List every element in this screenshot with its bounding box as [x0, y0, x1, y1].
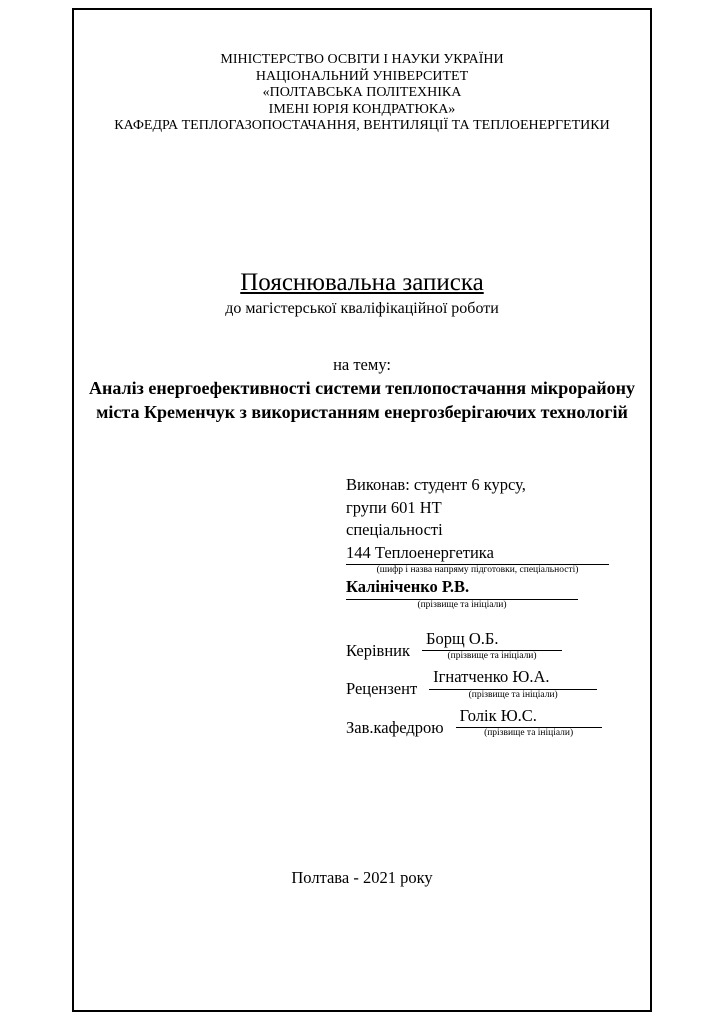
signature-role: Керівник — [346, 640, 411, 660]
page-border-frame — [72, 8, 652, 1012]
document-subtitle: до магістерської кваліфікаційної роботи — [225, 300, 499, 317]
signature-supervisor — [346, 628, 636, 663]
city-year-footer: Полтава - 2021 року — [291, 868, 433, 887]
specialty-value — [346, 542, 609, 566]
topic-title-line1: Аналіз енергоефективності системи теплопостачання мікрорайону — [89, 378, 635, 398]
executor-line-student: Виконав: студент 6 курсу, — [346, 475, 526, 494]
signature-name: Борщ О.Б. — [422, 628, 562, 652]
signature-reviewer — [346, 666, 636, 701]
signature-role: Рецензент — [346, 679, 418, 698]
signature-caption: (прізвище та ініціали) — [468, 689, 558, 700]
topic-label: на тему: — [333, 355, 391, 374]
header-line-university: НАЦІОНАЛЬНИЙ УНІВЕРСИТЕТ — [255, 68, 469, 84]
executor-block — [346, 474, 636, 743]
header-line-department: КАФЕДРА ТЕПЛОГАЗОПОСТАЧАННЯ, ВЕНТИЛЯЦІЇ ТА ТЕПЛОЕНЕРГЕТИКИ — [114, 118, 610, 133]
specialty-text: 144 Теплоенергетика — [346, 542, 494, 562]
executor-name — [346, 576, 578, 600]
signatures-block — [346, 628, 636, 740]
signature-role: Зав.кафедрою — [346, 717, 444, 737]
executor-line-specialty-label: спеціальності — [346, 520, 443, 539]
institution-header — [74, 52, 650, 135]
document-title: Пояснювальна записка — [240, 269, 484, 296]
header-line-politech: «ПОЛТАВСЬКА ПОЛІТЕХНІКА — [262, 85, 462, 100]
header-line-ministry: МІНІСТЕРСТВО ОСВІТИ І НАУКИ УКРАЇНИ — [220, 52, 504, 67]
signature-caption: (прізвище та ініціали) — [447, 651, 537, 661]
signature-row — [346, 666, 636, 701]
topic-title-line2: міста Кременчук з використанням енергозберігаючих технологій — [96, 402, 628, 422]
signature-row — [346, 628, 636, 663]
signature-name: Голік Ю.С. — [456, 705, 602, 729]
signature-caption: (прізвище та ініціали) — [484, 728, 574, 738]
executor-name-text: Калініченко Р.В. — [346, 577, 470, 596]
signature-name: Ігнатченко Ю.А. — [429, 666, 597, 690]
header-line-kondratyuk: ІМЕНІ ЮРІЯ КОНДРАТЮКА» — [268, 101, 456, 117]
topic-block — [74, 354, 650, 424]
title-block — [74, 268, 650, 319]
executor-line-group: групи 601 НТ — [346, 497, 442, 517]
signature-head-of-department — [346, 705, 636, 740]
specialty-caption: (шифр і назва напряму підготовки, спеціальності) — [376, 565, 579, 575]
executor-name-caption: (прізвище та ініціали) — [417, 599, 507, 610]
signature-row — [346, 705, 636, 740]
